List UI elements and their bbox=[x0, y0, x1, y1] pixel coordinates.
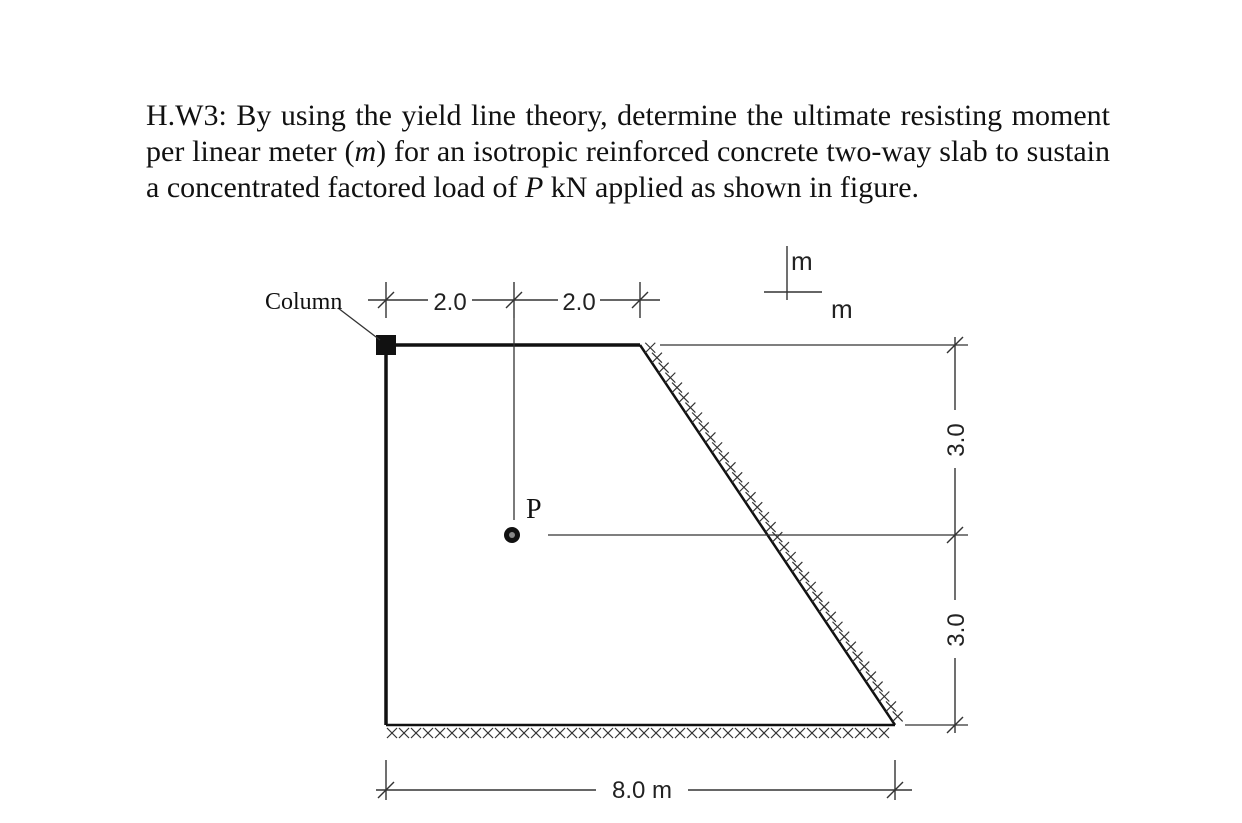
bottom-edge-hatching bbox=[387, 728, 889, 738]
load-symbol: P bbox=[524, 171, 544, 204]
load-point-highlight bbox=[509, 532, 515, 538]
moment-symbol: m bbox=[354, 135, 377, 168]
top-dim-label-1: 2.0 bbox=[433, 289, 467, 316]
legend-bottom-m: m bbox=[831, 294, 853, 324]
column-leader-line bbox=[338, 308, 380, 340]
load-label: P bbox=[526, 494, 542, 525]
column-label: Column bbox=[265, 289, 343, 315]
right-dim-label-2: 3.0 bbox=[943, 613, 970, 647]
legend-top-m: m bbox=[791, 246, 813, 276]
column-square bbox=[376, 335, 396, 355]
problem-text-prefix: H.W3: By using the yield line theory, determine the ultimate resisting moment per linear meter ( bbox=[146, 99, 1110, 168]
inclined-edge-hatching bbox=[645, 343, 902, 722]
problem-text-suffix: kN applied as shown in figure. bbox=[543, 171, 920, 204]
bottom-dim-label: 8.0 m bbox=[611, 777, 673, 804]
problem-text-middle: ) for an isotropic reinforced concrete two-way slab to sustain a concentrated factored load of bbox=[146, 135, 1110, 204]
right-dim-label-1: 3.0 bbox=[943, 423, 970, 457]
top-dim-label-2: 2.0 bbox=[562, 289, 596, 316]
